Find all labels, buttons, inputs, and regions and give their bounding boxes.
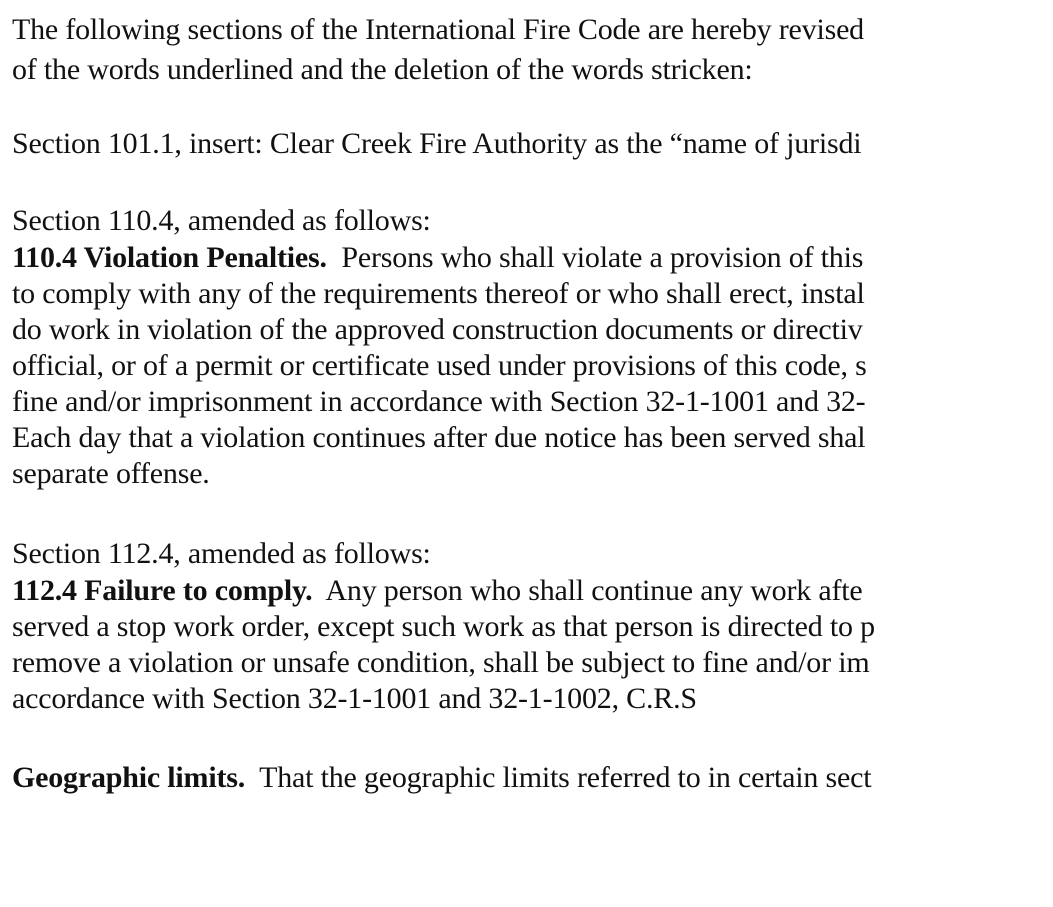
section-110-line-1-text: Persons who shall violate a provision of this <box>326 241 864 274</box>
section-110-heading: Section 110.4, amended as follows: <box>12 204 431 237</box>
section-112-line-1 <box>12 574 863 608</box>
section-112-line-1-text: Any person who shall continue any work afte <box>312 574 863 607</box>
geographic-limits-line-1 <box>12 761 871 795</box>
geographic-limits-title: Geographic limits. <box>12 761 246 794</box>
section-112-heading: Section 112.4, amended as follows: <box>12 537 431 570</box>
section-110-title: 110.4 Violation Penalties. <box>12 241 327 274</box>
section-101-line: Section 101.1, insert: Clear Creek Fire Authority as the “name of jurisdi <box>12 127 862 160</box>
section-110-line-1 <box>12 241 863 275</box>
section-110-line-2: to comply with any of the requirements thereof or who shall erect, instal <box>12 277 865 310</box>
section-110-line-5: fine and/or imprisonment in accordance with Section 32-1-1001 and 32- <box>12 385 866 418</box>
section-110-line-6: Each day that a violation continues after due notice has been served shal <box>12 421 866 454</box>
section-112-line-2: served a stop work order, except such work as that person is directed to p <box>12 610 875 643</box>
intro-line-2: of the words underlined and the deletion of the words stricken: <box>12 53 753 86</box>
intro-line-1: The following sections of the International Fire Code are hereby revised <box>12 13 864 46</box>
section-112-line-3: remove a violation or unsafe condition, shall be subject to fine and/or im <box>12 646 870 679</box>
section-112-title: 112.4 Failure to comply. <box>12 574 313 607</box>
geographic-limits-line-1-text: That the geographic limits referred to in certain sect <box>245 761 872 794</box>
section-110-line-3: do work in violation of the approved construction documents or directiv <box>12 313 863 346</box>
section-110-line-7: separate offense. <box>12 457 210 490</box>
section-112-line-4: accordance with Section 32-1-1001 and 32-1-1002, C.R.S <box>12 682 697 715</box>
section-110-line-4: official, or of a permit or certificate used under provisions of this code, s <box>12 349 867 382</box>
